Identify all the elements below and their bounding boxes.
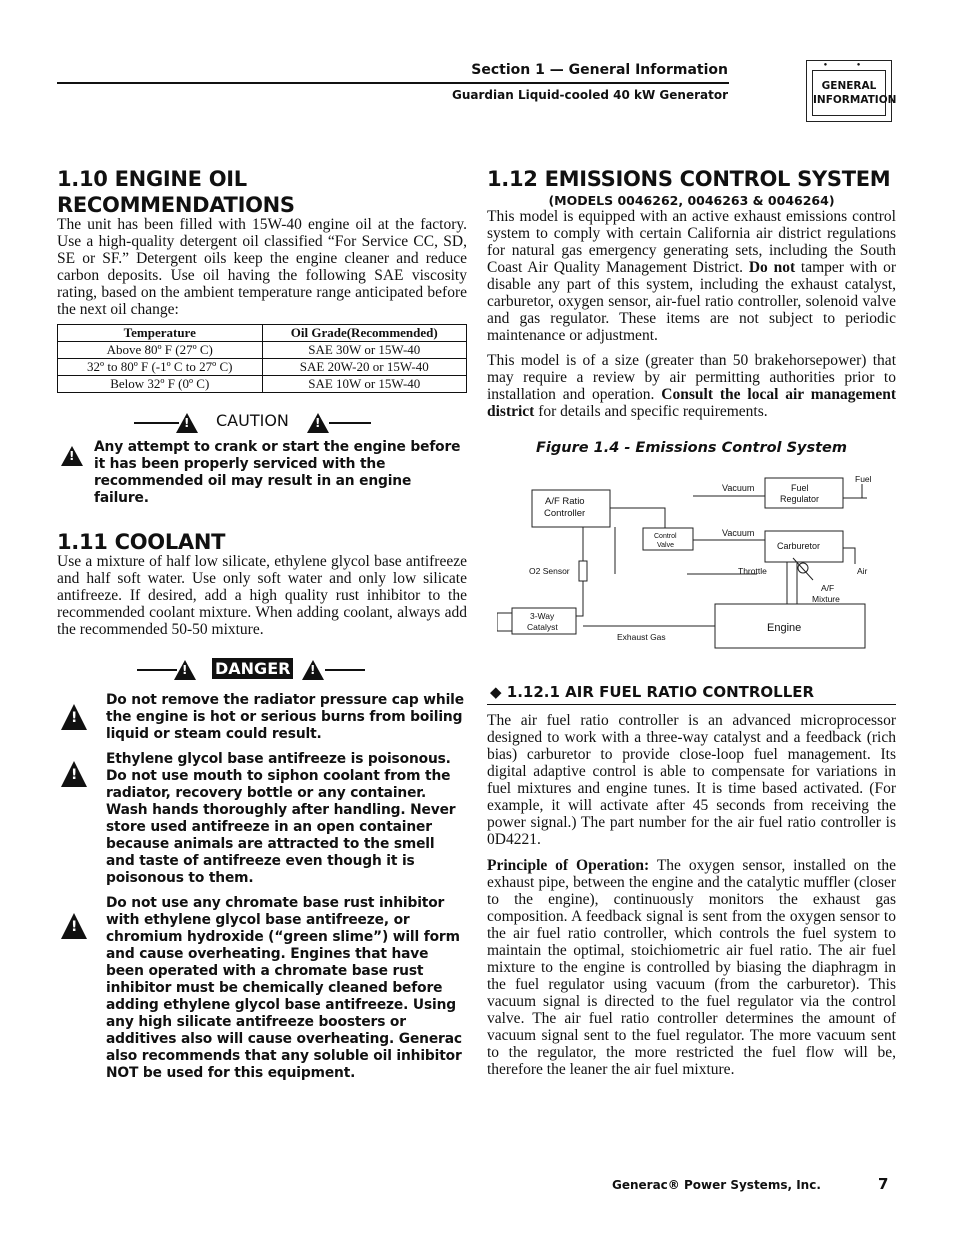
danger-text: Do not remove the radiator pressure cap while the engine is hot or serious burns from boiling liquid or steam could result. [106,692,464,742]
oil-table [57,324,467,393]
emissions-models: (MODELS 0046262, 0046263 & 0046264) [548,193,835,208]
emissions-paragraph-1 [487,208,896,344]
diagram-label: O2 Sensor [529,566,570,576]
diagram-label: Fuel [855,476,872,484]
danger-item [57,751,467,887]
diagram-label: Regulator [780,494,820,504]
caution-label: CAUTION [216,411,289,430]
footer-company: Generac® Power Systems, Inc. [612,1178,821,1192]
diagram-label: Vacuum [722,483,755,493]
emissions-diagram [497,476,887,661]
table-row [58,376,467,393]
diagram-label: Carburetor [777,541,821,551]
oil-table-header: Oil Grade(Recommended) [262,325,467,342]
tab-holes: ● ● [823,62,875,68]
danger-label: DANGER [212,658,293,679]
diagram-label: Vacuum [722,528,755,538]
oil-table-header: Temperature [58,325,263,342]
principle-paragraph [487,857,896,1078]
text-span: tamper with or disable any part of this system, including the exhaust catalyst, carburetor, oxygen sensor, air-fuel ratio controller, solenoid valve and gas regulator. These items are not subject to periodic maintenance or adjustment. [487,259,896,344]
warning-triangle-icon [61,446,83,466]
diagram-label: Mixture [812,594,840,604]
afr-rule [487,704,896,705]
header-model-name: Guardian Liquid-cooled 40 kW Generator [452,88,728,102]
tab-line-1: GENERAL [821,80,877,92]
caution-banner [57,409,467,437]
warning-triangle-icon [61,913,87,939]
table-cell: SAE 10W or 15W-40 [262,376,467,393]
diagram-label: Controller [544,508,586,519]
danger-banner [57,656,467,684]
warning-triangle-icon [307,413,329,433]
diagram-label: A/F [821,583,835,593]
danger-item [57,692,467,743]
table-cell: Below 32º F (0º C) [58,376,263,393]
table-cell: Above 80º F (27º C) [58,342,263,359]
caution-block [57,439,467,507]
emissions-heading: 1.12 EMISSIONS CONTROL SYSTEM [487,167,891,191]
table-cell: SAE 30W or 15W-40 [262,342,467,359]
diagram-label: A/F Ratio [545,496,585,507]
coolant-heading: 1.11 COOLANT [57,530,226,554]
page-number: 7 [878,1175,889,1193]
figure-caption: Figure 1.4 - Emissions Control System [536,440,847,456]
text-span: for details and specific requirements. [538,403,768,420]
tab-line-2: INFORMATION [813,94,897,106]
diagram-label: Control [654,533,677,540]
diagram-label: 3-Way [530,611,555,621]
afr-heading [490,683,896,701]
caution-text: Any attempt to crank or start the engine before it has been properly serviced with the recommended oil may result in an engine failure. [94,439,461,506]
danger-item [57,895,467,1082]
o2-sensor-box [579,561,587,581]
danger-text: Do not use any chromate base rust inhibitor with ethylene glycol base antifreeze, or chromium hydroxide (“green slime”) will form and cause overheating. Engines that have been operated with a chromate base rust inhibitor must be chemically cleaned before adding ethylene glycol base antifreeze. Using any high silicate antifreeze boosters or additives also will cause overheating. Generac also recommends that any soluble oil inhibitor NOT be used for this equipment. [106,895,462,1081]
danger-text: Ethylene glycol base antifreeze is poisonous. Do not use mouth to siphon coolant from the radiator, recovery bottle or any container. Wash hands thoroughly after handling. Never store used antifreeze in an open container because animals are attracted to the smell and taste of antifreeze even though it is poisonous to them. [106,751,456,886]
bold-span: Do not [748,259,796,276]
diagram-label: Exhaust Gas [617,632,666,642]
right-column [487,166,896,1078]
principle-text: The oxygen sensor, installed on the exhaust pipe, between the engine and the catalytic muffler (closer to the engine), continuously monitors the exhaust gas composition. A feedback signal is sent from the oxygen sensor to the air fuel ratio controller, which controls the fuel system to maintain the optimal, stoichiometric air fuel ratio. The air fuel mixture to the engine is controlled by biasing the diaphragm in the fuel regulator using vacuum (from the carburetor). This vacuum signal is directed to the fuel regulator via the control valve. The air fuel ratio controller determines the amount of vacuum signal sent to the fuel regulator. The more vacuum sent to the regulator, the more restricted the fuel flow will be, therefore the leaner the air fuel mixture. [487,857,896,1078]
table-cell: 32º to 80º F (-1º C to 27º C) [58,359,263,376]
text-span: This model is equipped with an active exhaust emissions control system to comply with certain California air district regulations for natural gas emergency generating sets, including the South Coast Air Quality Management District. [487,208,896,276]
coolant-paragraph: Use a mixture of half low silicate, ethylene glycol base antifreeze and half soft water. Use only soft water and only low silicate antifreeze. If desired, add a high quality rust inhibitor to the recommended coolant mixture. When adding coolant, always add the recommended 50-50 mixture. [57,553,467,638]
diagram-label: Fuel [791,483,809,493]
diagram-label: Throttle [738,566,767,576]
afr-paragraph: The air fuel ratio controller is an advanced microprocessor designed to work with a three-way catalyst and a feedback (rich bias) carburetor to provide close-loop fuel management. Its digital adaptive control is able to compensate for variations in fuel mixtures and engine tunes. It is time based activated. (For example, it will activate after 45 seconds from receiving the power signal.) The part number for the air fuel ratio controller is 0D4221. [487,712,896,848]
warning-triangle-icon [61,704,87,730]
bold-span: Consult the local air management district [487,386,897,420]
oil-paragraph: The unit has been filled with 15W-40 engine oil at the factory. Use a high-quality detergent oil classified “For Service CC, SD, SE or SF.” Detergent oils keep the engine cleaner and reduce carbon deposits. Use oil having the following SAE viscosity rating, based on the ambient temperature range anticipated before the next oil change: [57,216,467,318]
table-row [58,359,467,376]
diagram-label: Engine [767,622,802,634]
afr-heading-text: 1.12.1 AIR FUEL RATIO CONTROLLER [506,683,815,701]
warning-triangle-icon [176,413,198,433]
warning-triangle-icon [174,660,196,680]
header-section-title: Section 1 — General Information [471,62,728,78]
diamond-bullet-icon: ◆ [490,683,507,701]
oil-heading: 1.10 ENGINE OIL RECOMMENDATIONS [57,167,295,217]
header-rule [57,82,729,84]
warning-triangle-icon [61,761,87,787]
diagram-label: Catalyst [527,622,558,632]
diagram-label: Valve [657,542,674,549]
section-tab [806,60,897,122]
table-row [58,342,467,359]
table-cell: SAE 20W-20 or 15W-40 [262,359,467,376]
left-column [57,166,467,1082]
emissions-paragraph-2 [487,352,896,420]
diagram-label: Air [857,566,868,576]
text-span: This model is of a size (greater than 50 brakehorsepower) that may require a review by air permitting authorities prior to installation and operation. [487,352,896,403]
warning-triangle-icon [302,660,324,680]
principle-label: Principle of Operation: [487,857,650,874]
